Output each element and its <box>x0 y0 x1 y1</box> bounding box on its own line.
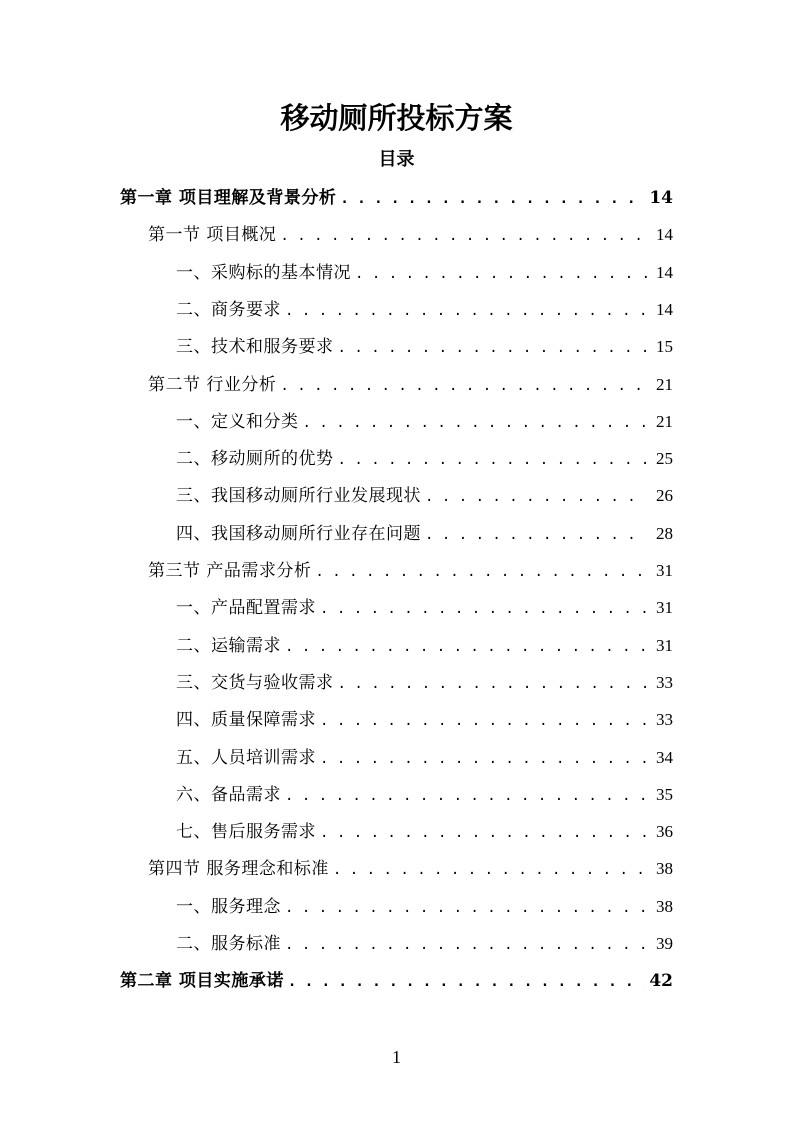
toc-dot-leader <box>285 932 647 958</box>
toc-entry[interactable] <box>176 445 673 473</box>
toc-entry[interactable] <box>148 371 673 399</box>
toc-dot-leader <box>315 559 647 585</box>
toc-entry-label: 第二节 行业分析 <box>148 375 277 395</box>
toc-entry[interactable] <box>176 632 673 660</box>
toc-dot-leader <box>320 708 647 734</box>
toc-entry[interactable] <box>148 221 673 249</box>
toc-entry[interactable] <box>176 594 673 622</box>
toc-entry-page: 14 <box>656 225 673 244</box>
toc-entry-label: 第三节 产品需求分析 <box>148 561 312 581</box>
toc-entry[interactable] <box>176 893 673 921</box>
toc-entry[interactable] <box>176 781 673 809</box>
toc-entry-label: 三、技术和服务要求 <box>176 337 334 357</box>
toc-entry[interactable] <box>176 333 673 361</box>
toc-entry[interactable] <box>120 184 673 212</box>
toc-entry[interactable] <box>176 930 673 958</box>
toc-entry-page: 42 <box>649 971 673 991</box>
toc-entry[interactable] <box>176 482 673 510</box>
toc-entry[interactable] <box>176 259 673 287</box>
toc-entry-label: 第一节 项目概况 <box>148 225 277 245</box>
toc-entry[interactable] <box>120 967 673 995</box>
toc-heading: 目录 <box>378 149 415 170</box>
toc-entry-page: 28 <box>656 524 673 543</box>
toc-dot-leader <box>425 484 647 510</box>
toc-dot-leader <box>340 186 645 212</box>
toc-dot-leader <box>280 373 647 399</box>
toc-entry[interactable] <box>176 520 673 548</box>
toc-dot-leader <box>425 522 647 548</box>
toc-entry-page: 31 <box>656 598 673 617</box>
toc-entry-page: 14 <box>656 300 673 319</box>
toc-entry-label: 三、交货与验收需求 <box>176 673 334 693</box>
toc-dot-leader <box>338 671 648 697</box>
toc-dot-leader <box>320 746 647 772</box>
toc-entry[interactable] <box>176 706 673 734</box>
toc-entry-label: 一、服务理念 <box>176 897 281 917</box>
toc-entry-label: 二、运输需求 <box>176 636 281 656</box>
toc-entry-page: 14 <box>656 263 673 282</box>
toc-dot-leader <box>285 634 647 660</box>
toc-dot-leader <box>320 820 647 846</box>
toc-dot-leader <box>338 447 648 473</box>
toc-entry-label: 一、定义和分类 <box>176 412 299 432</box>
toc-entry-label: 一、采购标的基本情况 <box>176 263 351 283</box>
toc-entry-page: 15 <box>656 337 673 356</box>
toc-entry-label: 二、移动厕所的优势 <box>176 449 334 469</box>
toc-entry[interactable] <box>176 818 673 846</box>
toc-entry[interactable] <box>176 296 673 324</box>
footer-page-number: 1 <box>392 1047 401 1067</box>
toc-entry-label: 五、人员培训需求 <box>176 748 316 768</box>
toc-entry-page: 38 <box>656 897 673 916</box>
toc-entry-label: 第一章 项目理解及背景分析 <box>120 188 337 208</box>
toc-entry-page: 31 <box>656 636 673 655</box>
document-title: 移动厕所投标方案 <box>280 101 513 135</box>
toc-entry-label: 第四节 服务理念和标准 <box>148 859 329 879</box>
toc-entry-page: 39 <box>656 934 673 953</box>
toc-entry-label: 二、服务标准 <box>176 934 281 954</box>
toc-entry[interactable] <box>148 557 673 585</box>
toc-entry[interactable] <box>176 408 673 436</box>
toc-entry[interactable] <box>148 855 673 883</box>
toc-entry-page: 14 <box>649 188 673 208</box>
toc-entry-label: 六、备品需求 <box>176 785 281 805</box>
toc-dot-leader <box>333 857 647 883</box>
toc-entry[interactable] <box>176 744 673 772</box>
toc-entry-label: 七、售后服务需求 <box>176 822 316 842</box>
toc-entry-page: 21 <box>656 375 673 394</box>
toc-dot-leader <box>285 298 647 324</box>
toc-entry-label: 第二章 项目实施承诺 <box>120 971 284 991</box>
toc-entry-label: 一、产品配置需求 <box>176 598 316 618</box>
toc-entry-label: 四、我国移动厕所行业存在问题 <box>176 524 421 544</box>
toc-entry-page: 35 <box>656 785 673 804</box>
toc-entry-page: 21 <box>656 412 673 431</box>
toc-entry-page: 31 <box>656 561 673 580</box>
toc-dot-leader <box>280 223 647 249</box>
toc-entry-page: 25 <box>656 449 673 468</box>
toc-entry-page: 36 <box>656 822 673 841</box>
toc-entry-label: 三、我国移动厕所行业发展现状 <box>176 486 421 506</box>
toc-entry-page: 34 <box>656 748 673 767</box>
toc-entry-page: 26 <box>656 486 673 505</box>
toc-entry-label: 二、商务要求 <box>176 300 281 320</box>
toc-dot-leader <box>320 596 647 622</box>
toc-dot-leader <box>355 261 647 287</box>
toc-dot-leader <box>303 410 648 436</box>
toc-dot-leader <box>288 969 645 995</box>
toc-entry-page: 33 <box>656 710 673 729</box>
toc-entry-page: 38 <box>656 859 673 878</box>
toc-dot-leader <box>285 895 647 921</box>
toc-dot-leader <box>285 783 647 809</box>
toc-entry-page: 33 <box>656 673 673 692</box>
toc-entry-label: 四、质量保障需求 <box>176 710 316 730</box>
toc-entry[interactable] <box>176 669 673 697</box>
toc-dot-leader <box>338 335 648 361</box>
